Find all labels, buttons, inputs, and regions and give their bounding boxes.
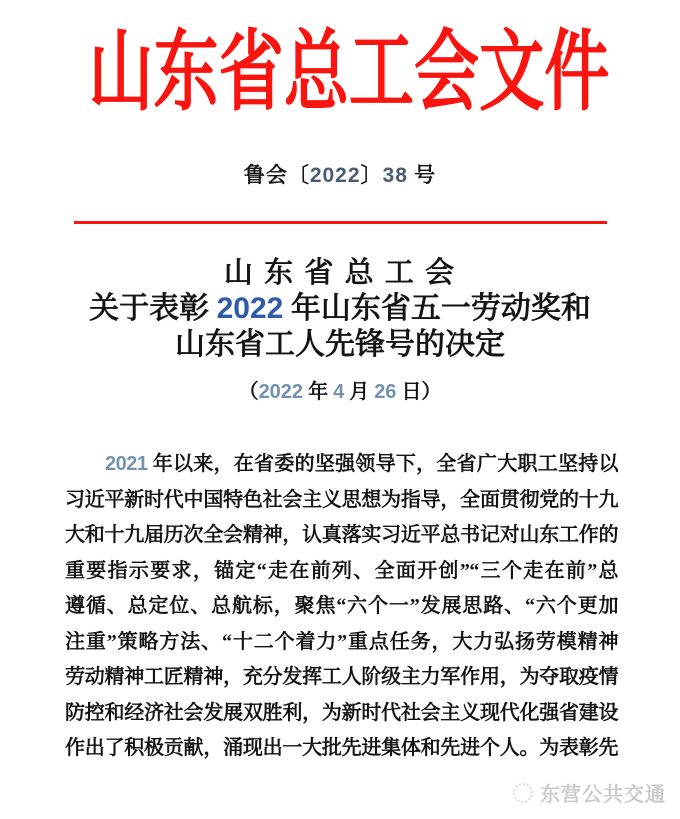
watermark-logo-icon (513, 783, 533, 803)
numeral-text: 2022 (216, 292, 284, 325)
body-text-line (65, 696, 618, 732)
text-segment: 注重”策略方法、“十二个着力”重点任务，大力弘扬劳模精神 (65, 630, 618, 653)
text-segment: 关于表彰 (89, 292, 217, 325)
text-segment: 习近平新时代中国特色社会主义思想为指导，全面贯彻党的十九 (65, 488, 618, 511)
text-segment: （ (238, 381, 259, 403)
watermark (513, 778, 666, 807)
numeral-text: 4 (333, 381, 345, 403)
title-block (0, 255, 680, 363)
text-segment: 防控和经济社会发展双胜利，为新时代社会主义现代化强省建设 (65, 701, 618, 724)
body-text-line (65, 447, 618, 483)
numeral-text: 2022 (309, 164, 361, 187)
masthead-title: 山东省总工会文件 (88, 25, 610, 122)
red-divider (74, 221, 607, 224)
numeral-text: 2022 (258, 381, 304, 403)
numeral-text: 38 (382, 164, 408, 187)
text-segment: 遵循、总定位、总航标，聚焦“六个一”发展思路、“六个更加 (65, 595, 618, 617)
text-segment: 号 (407, 163, 437, 187)
text-segment: 劳动精神工匠精神，充分发挥工人阶级主力军作用，为夺取疫情 (65, 666, 618, 688)
text-segment: 〕 (360, 163, 383, 187)
text-segment: 鲁会〔 (243, 163, 310, 187)
doc-number (0, 161, 680, 190)
body-text-line (65, 554, 618, 590)
body-text-line (65, 589, 618, 625)
text-segment: 年 (303, 381, 334, 403)
title-line-2 (0, 291, 680, 327)
numeral-text: 26 (374, 381, 397, 403)
text-segment: 作出了积极贡献，涌现出一大批先进集体和先进个人。为表彰先 (65, 737, 618, 759)
title-line-3: 山东省工人先锋号的决定 (175, 328, 505, 361)
body-text-line (65, 483, 618, 519)
text-segment: 大和十九届历次全会精神，认真落实习近平总书记对山东工作的 (65, 524, 618, 546)
body-text-line (65, 625, 618, 661)
title-line-1: 山 东 省 总 工 会 (223, 257, 457, 289)
text-segment: 月 (344, 381, 375, 403)
text-segment: 年山东省五一劳动奖和 (283, 292, 591, 325)
date-line (0, 379, 680, 405)
body-paragraph (65, 447, 618, 767)
text-segment: 年以来，在省委的坚强领导下，全省广大职工坚持以 (147, 453, 618, 475)
numeral-text: 2021 (105, 453, 148, 475)
body-text-line (65, 731, 618, 767)
watermark-label: 东营公共交通 (540, 784, 666, 806)
text-segment: 日） (396, 381, 442, 403)
text-segment: 重要指示要求，锚定“走在前列、全面开创”“三个走在前”总 (65, 559, 618, 582)
body-text-line (65, 660, 618, 696)
body-text-line (65, 518, 618, 554)
